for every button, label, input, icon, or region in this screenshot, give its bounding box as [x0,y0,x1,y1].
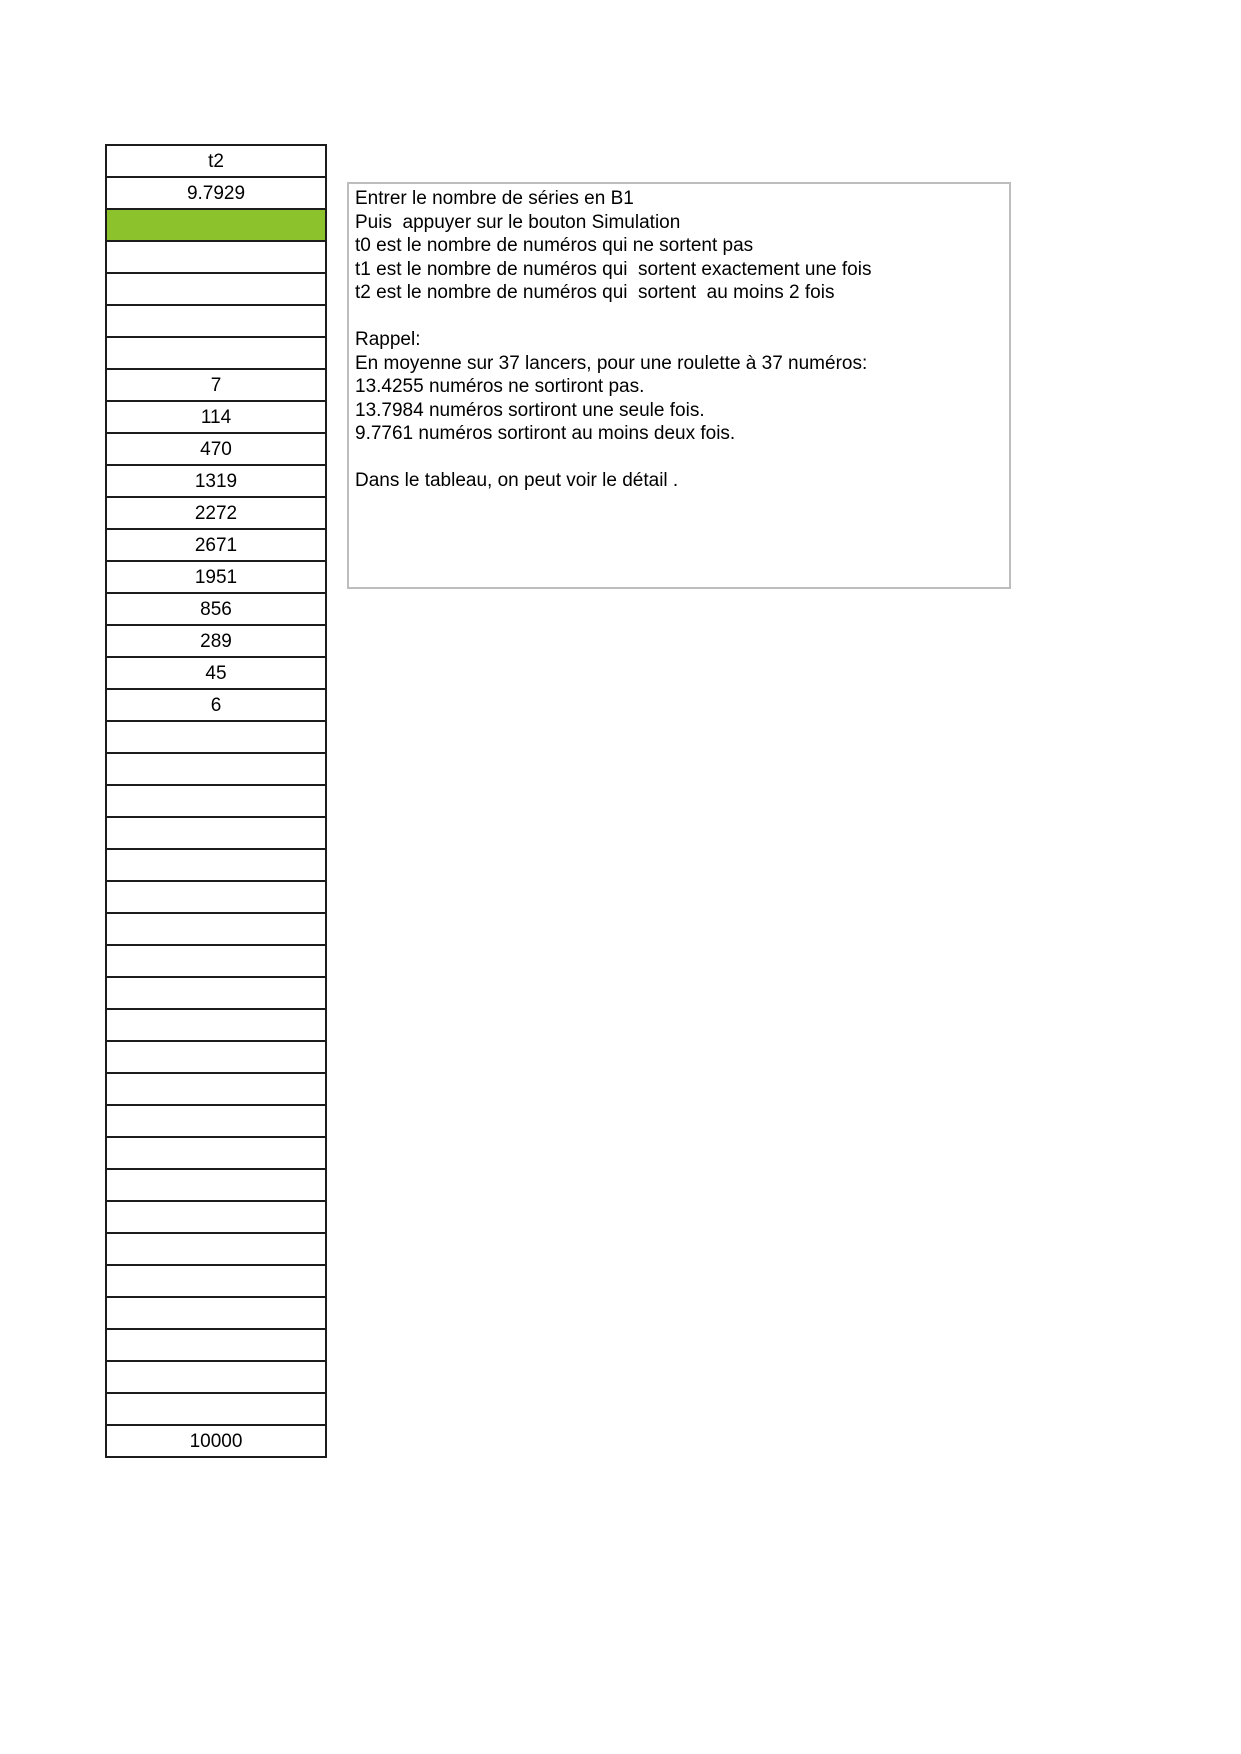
table-row [107,530,325,562]
table-row [107,562,325,594]
table-row [107,722,325,754]
table-row [107,306,325,338]
cell-value: 1319 [194,470,238,492]
info-text-line: 13.7984 numéros sortiront une seule fois. [355,399,705,421]
info-text-line: Rappel: [355,329,421,350]
cell-value: 114 [200,406,232,428]
table-row [107,850,325,882]
table-row [107,274,325,306]
table-row [107,1394,325,1426]
table-row [107,690,325,722]
table-row [107,1362,325,1394]
info-text-line: En moyenne sur 37 lancers, pour une roulette à 37 numéros: [355,352,868,374]
cell-value: 2272 [194,502,238,524]
info-text-line: 9.7761 numéros sortiront au moins deux fois. [355,423,736,444]
cell-value: 856 [200,598,232,620]
table-row [107,946,325,978]
cell-value: 1951 [194,566,238,588]
table-row [107,1074,325,1106]
cell-value: 10000 [189,1430,243,1452]
cell-value: 45 [205,662,227,684]
cell-value: 7 [210,374,222,396]
table-row [107,1202,325,1234]
table-row [107,914,325,946]
table-row [107,978,325,1010]
info-text-line: 13.4255 numéros ne sortiront pas. [355,376,645,397]
info-text-line: t2 est le nombre de numéros qui sortent au moins 2 fois [355,282,835,303]
cell-value: 9.7929 [186,182,246,204]
table-row [107,1106,325,1138]
table-row [107,754,325,786]
table-row [107,178,325,210]
table-row [107,1330,325,1362]
info-text-line [355,446,1001,470]
table-row [107,626,325,658]
table-row [107,338,325,370]
info-text-line: Puis appuyer sur le bouton Simulation [355,211,681,233]
cell-value: 289 [200,630,232,652]
table-row [107,402,325,434]
info-text-line: t0 est le nombre de numéros qui ne sortent pas [355,235,754,256]
table-row [107,370,325,402]
info-text-line: Entrer le nombre de séries en B1 [355,188,634,209]
cell-value: t2 [208,150,224,172]
table-row [107,882,325,914]
t2-distribution-table [105,144,327,1458]
table-row [107,1170,325,1202]
table-row [107,1234,325,1266]
table-row [107,242,325,274]
table-row [107,1042,325,1074]
table-total-row [107,1426,325,1456]
info-text-line: Dans le tableau, on peut voir le détail . [355,470,679,491]
cell-value: 470 [200,438,232,460]
cell-value: 6 [210,694,222,716]
table-row [107,818,325,850]
cell-value: 2671 [194,534,238,556]
table-row [107,594,325,626]
table-row [107,466,325,498]
table-row-highlighted [107,210,325,242]
instructions-text-box [347,182,1011,589]
table-row [107,434,325,466]
table-row [107,1138,325,1170]
info-text-line [355,305,1001,329]
info-text-line: t1 est le nombre de numéros qui sortent exactement une fois [355,258,872,280]
table-header-row [107,146,325,178]
table-row [107,1266,325,1298]
table-row [107,658,325,690]
table-row [107,498,325,530]
table-row [107,786,325,818]
table-row [107,1010,325,1042]
table-row [107,1298,325,1330]
